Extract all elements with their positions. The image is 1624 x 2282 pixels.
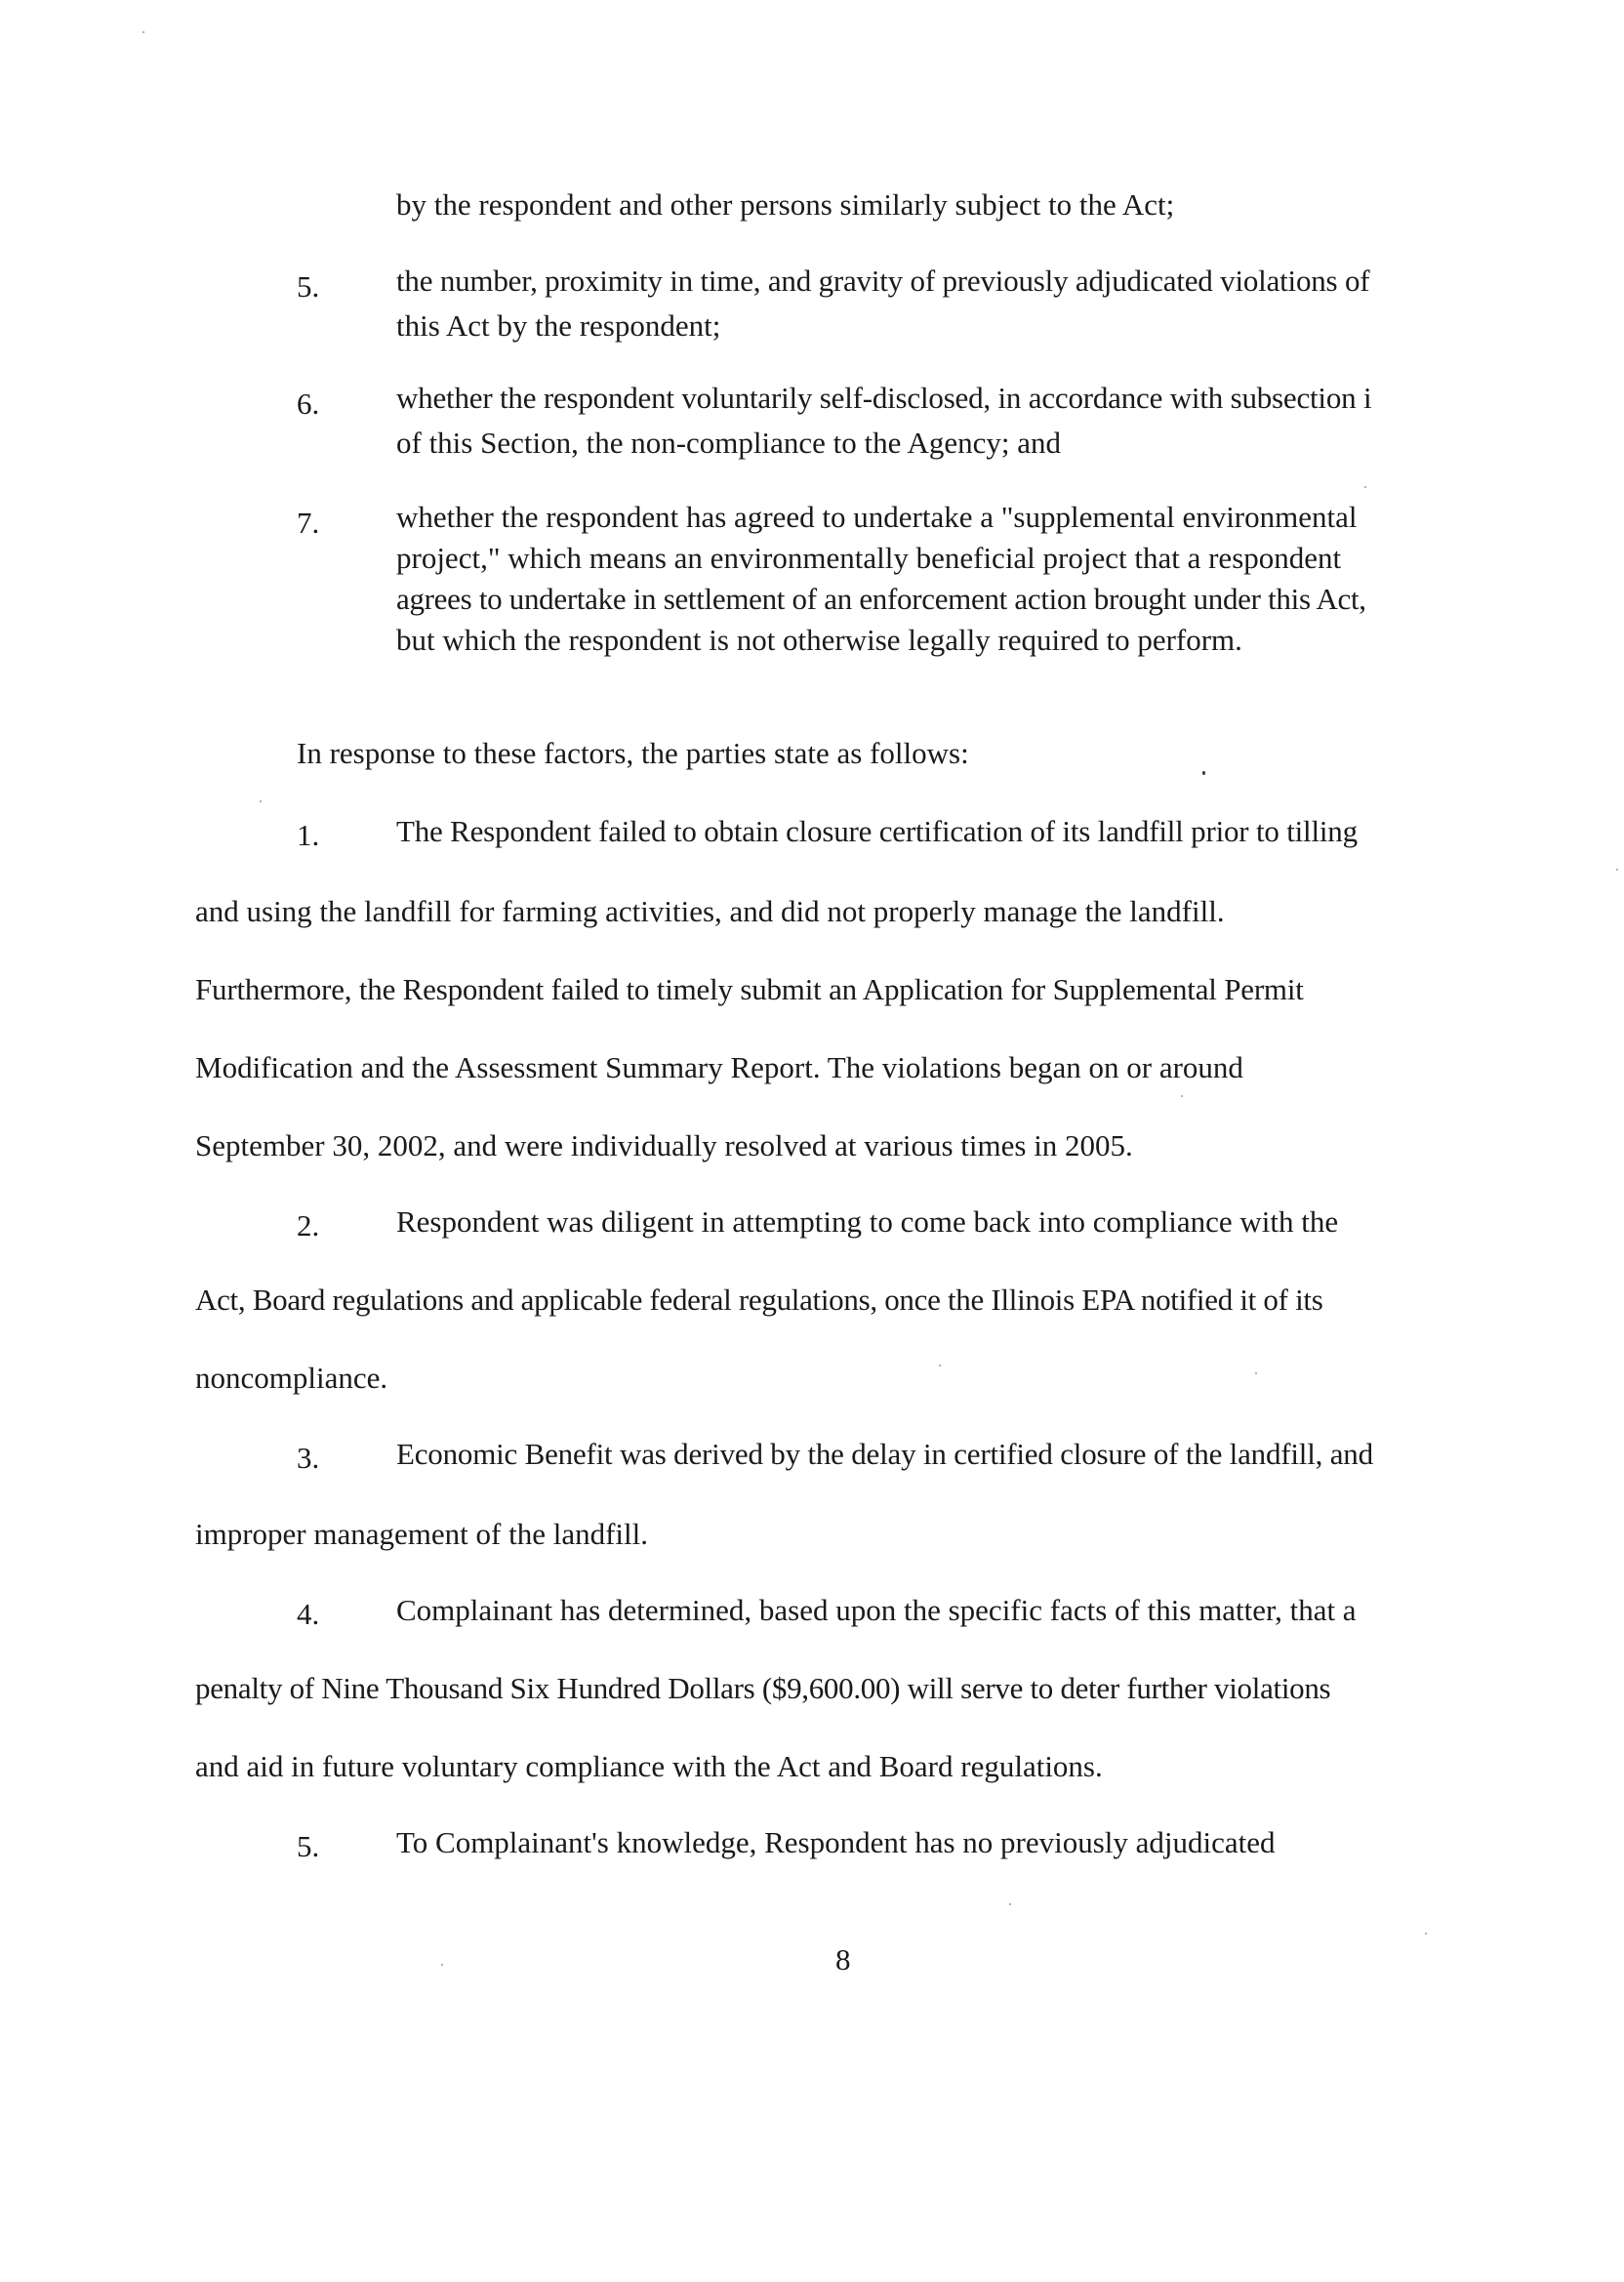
factor-text-line: agrees to undertake in settlement of an enforcement action brought under this Act, bbox=[396, 582, 1366, 616]
factor-number: 6. bbox=[297, 387, 320, 421]
scan-speck bbox=[1181, 1095, 1183, 1097]
scan-speck bbox=[1202, 771, 1205, 775]
scan-speck bbox=[939, 1365, 941, 1366]
response-text-line: To Complainant's knowledge, Respondent has no previously adjudicated bbox=[396, 1825, 1276, 1859]
scan-speck bbox=[1255, 1372, 1257, 1374]
response-number: 4. bbox=[297, 1597, 320, 1631]
continuation-line: by the respondent and other persons similarly subject to the Act; bbox=[396, 187, 1175, 222]
response-text-line: Respondent was diligent in attempting to come back into compliance with the bbox=[396, 1204, 1339, 1239]
response-text-line: Complainant has determined, based upon the specific facts of this matter, that a bbox=[396, 1593, 1357, 1627]
response-text-line: Economic Benefit was derived by the delay in certified closure of the landfill, and bbox=[396, 1437, 1373, 1471]
scan-speck bbox=[441, 1964, 443, 1966]
response-number: 1. bbox=[297, 818, 320, 852]
response-number: 2. bbox=[297, 1208, 320, 1243]
response-number: 3. bbox=[297, 1441, 320, 1475]
response-number: 5. bbox=[297, 1829, 320, 1863]
factor-text-line: whether the respondent voluntarily self-disclosed, in accordance with subsection i bbox=[396, 381, 1372, 415]
factor-number: 7. bbox=[297, 506, 320, 540]
scan-speck bbox=[142, 31, 144, 33]
scan-speck bbox=[1364, 486, 1366, 488]
page-number: 8 bbox=[835, 1942, 851, 1976]
response-text-line: and using the landfill for farming activities, and did not properly manage the landfill. bbox=[195, 894, 1225, 928]
response-text-line: The Respondent failed to obtain closure certification of its landfill prior to tilling bbox=[396, 814, 1358, 848]
factor-text-line: whether the respondent has agreed to undertake a "supplemental environmental bbox=[396, 500, 1358, 534]
response-intro: In response to these factors, the parties state as follows: bbox=[297, 736, 969, 770]
response-text-line: Furthermore, the Respondent failed to timely submit an Application for Supplemental Permit bbox=[195, 972, 1304, 1006]
response-text-line: penalty of Nine Thousand Six Hundred Dollars ($9,600.00) will serve to deter further violations bbox=[195, 1671, 1331, 1705]
factor-text-line: of this Section, the non-compliance to the Agency; and bbox=[396, 426, 1061, 460]
response-text-line: noncompliance. bbox=[195, 1361, 388, 1395]
response-text-line: Modification and the Assessment Summary Report. The violations began on or around bbox=[195, 1050, 1243, 1084]
scan-speck bbox=[1425, 1933, 1427, 1935]
scan-speck bbox=[260, 800, 262, 802]
factor-text-line: but which the respondent is not otherwise legally required to perform. bbox=[396, 623, 1242, 657]
factor-number: 5. bbox=[297, 269, 320, 304]
response-text-line: September 30, 2002, and were individually resolved at various times in 2005. bbox=[195, 1128, 1133, 1162]
scan-speck bbox=[1009, 1903, 1011, 1905]
response-text-line: and aid in future voluntary compliance with the Act and Board regulations. bbox=[195, 1749, 1103, 1783]
response-text-line: improper management of the landfill. bbox=[195, 1517, 648, 1551]
scan-speck bbox=[1616, 869, 1618, 871]
factor-text-line: this Act by the respondent; bbox=[396, 308, 721, 343]
factor-text-line: the number, proximity in time, and gravity of previously adjudicated violations of bbox=[396, 264, 1370, 298]
factor-text-line: project," which means an environmentally beneficial project that a respondent bbox=[396, 541, 1342, 575]
response-text-line: Act, Board regulations and applicable federal regulations, once the Illinois EPA notified it of its bbox=[195, 1283, 1323, 1317]
